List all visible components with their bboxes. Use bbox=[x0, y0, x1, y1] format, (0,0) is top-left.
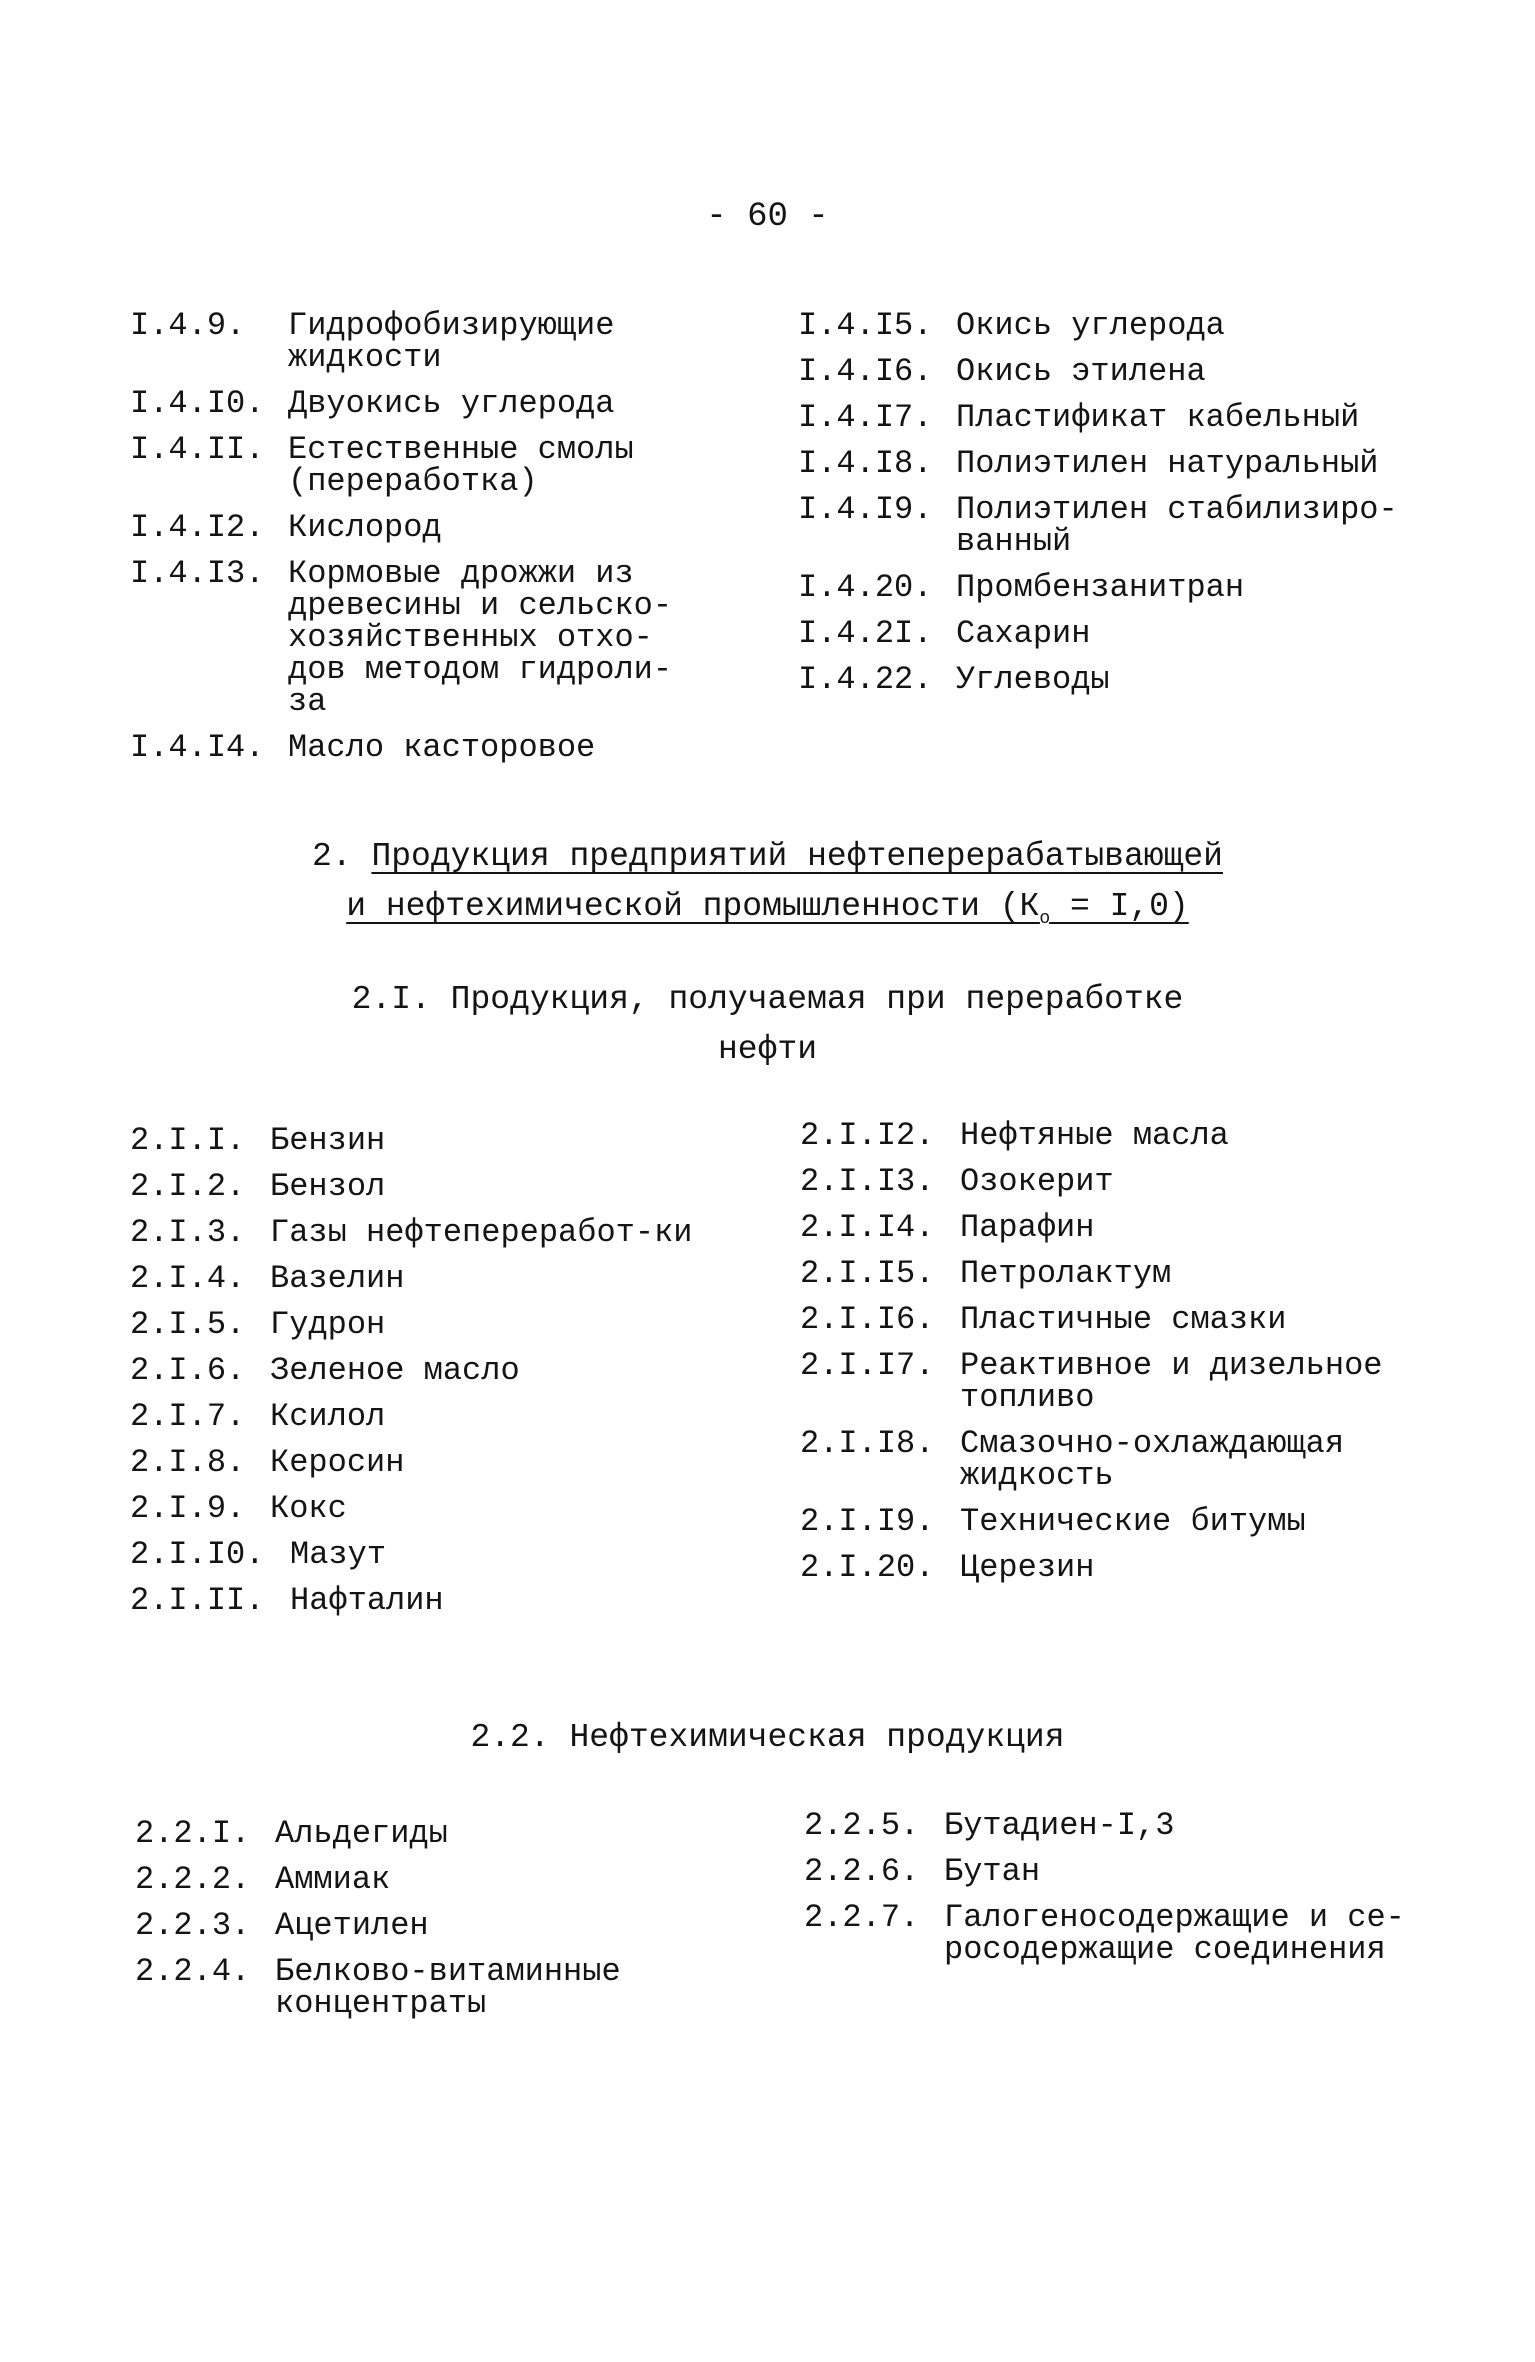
item-text: Мазут bbox=[290, 1536, 387, 1573]
list-item bbox=[798, 491, 1438, 560]
list-item bbox=[800, 1549, 1440, 1586]
item-number: 2.I.I5. bbox=[800, 1255, 935, 1292]
item-text: Полиэтилен натуральный bbox=[956, 445, 1379, 482]
item-number: 2.I.20. bbox=[800, 1549, 935, 1586]
item-text: Нафталин bbox=[290, 1582, 444, 1619]
list-item bbox=[800, 1163, 1440, 1200]
item-text: Пластификат кабельный bbox=[956, 399, 1360, 436]
item-text: Пластичные смазки bbox=[960, 1301, 1287, 1338]
list-item bbox=[130, 1444, 700, 1481]
item-number: 2.I.3. bbox=[130, 1214, 246, 1251]
list-item bbox=[800, 1425, 1440, 1494]
list-item bbox=[130, 1490, 700, 1527]
item-text: Озокерит bbox=[960, 1163, 1114, 1200]
list-item bbox=[798, 399, 1438, 436]
item-number: 2.2.2. bbox=[135, 1861, 251, 1898]
item-number: I.4.II. bbox=[130, 431, 265, 468]
item-number: I.4.2I. bbox=[798, 615, 933, 652]
item-number: 2.I.7. bbox=[130, 1398, 246, 1435]
item-text: Белково-витаминные концентраты bbox=[275, 1953, 621, 2022]
section-2-1-heading bbox=[0, 975, 1535, 1075]
item-number: 2.I.I8. bbox=[800, 1425, 935, 1462]
section-2-2-title: 2.2. Нефтехимическая продукция bbox=[470, 1719, 1065, 1756]
item-text: Нефтяные масла bbox=[960, 1117, 1229, 1154]
item-number: 2.I.I. bbox=[130, 1122, 246, 1159]
item-text: Петролактум bbox=[960, 1255, 1172, 1292]
list-item bbox=[130, 1214, 700, 1251]
list-item bbox=[798, 307, 1438, 344]
list-item bbox=[130, 1352, 700, 1389]
item-text: Ксилол bbox=[270, 1398, 386, 1435]
section-2-1-title-line1: 2.I. Продукция, получаемая при переработке bbox=[351, 981, 1184, 1018]
item-text: Газы нефтепереработ-ки bbox=[270, 1214, 693, 1251]
item-number: I.4.I8. bbox=[798, 445, 933, 482]
item-number: 2.I.5. bbox=[130, 1306, 246, 1343]
item-text: Церезин bbox=[960, 1549, 1095, 1586]
item-text: Кислород bbox=[288, 509, 442, 546]
list-item bbox=[130, 385, 700, 422]
item-number: I.4.I0. bbox=[130, 385, 265, 422]
section-2-heading bbox=[0, 832, 1535, 944]
list-2-1-right bbox=[800, 1117, 1440, 1598]
item-number: I.4.9. bbox=[130, 307, 246, 344]
item-number: 2.I.II. bbox=[130, 1582, 265, 1619]
list-item bbox=[804, 1899, 1444, 1968]
list-item bbox=[130, 1536, 700, 1573]
item-text: Углеводы bbox=[956, 661, 1110, 698]
list-item bbox=[130, 307, 700, 376]
item-number: 2.I.I4. bbox=[800, 1209, 935, 1246]
page-number: - 60 - bbox=[706, 198, 829, 236]
coefficient-subscript: о bbox=[1039, 909, 1051, 929]
item-number: I.4.I2. bbox=[130, 509, 265, 546]
item-number: I.4.I7. bbox=[798, 399, 933, 436]
item-number: 2.I.I2. bbox=[800, 1117, 935, 1154]
list-item bbox=[798, 353, 1438, 390]
item-number: 2.I.2. bbox=[130, 1168, 246, 1205]
list-2-2-right bbox=[804, 1807, 1444, 1980]
item-text: Кормовые дрожжи из древесины и сельско-хозяйственных отхо-дов методом гидроли-за bbox=[288, 555, 673, 720]
item-text: Смазочно-охлаждающая жидкость bbox=[960, 1425, 1345, 1494]
list-item bbox=[798, 661, 1438, 698]
list-1-4-right bbox=[798, 307, 1438, 710]
item-number: 2.2.4. bbox=[135, 1953, 251, 1990]
list-1-4-left bbox=[130, 307, 700, 778]
section-2-number: 2. bbox=[312, 838, 352, 875]
list-item bbox=[130, 1306, 700, 1343]
list-item bbox=[135, 1953, 695, 2022]
item-text: Парафин bbox=[960, 1209, 1095, 1246]
list-item bbox=[798, 445, 1438, 482]
item-number: I.4.I6. bbox=[798, 353, 933, 390]
item-number: 2.I.I9. bbox=[800, 1503, 935, 1540]
item-number: 2.2.I. bbox=[135, 1815, 251, 1852]
list-item bbox=[130, 509, 700, 546]
item-text: Естественные смолы (переработка) bbox=[288, 431, 634, 500]
list-item bbox=[800, 1503, 1440, 1540]
section-2-title-line1: Продукция предприятий нефтеперерабатывающей bbox=[371, 838, 1223, 875]
list-2-1-left bbox=[130, 1122, 700, 1631]
item-number: 2.2.3. bbox=[135, 1907, 251, 1944]
item-number: I.4.20. bbox=[798, 569, 933, 606]
item-text: Ацетилен bbox=[275, 1907, 429, 1944]
item-number: 2.I.I3. bbox=[800, 1163, 935, 1200]
item-text: Бутадиен-I,3 bbox=[944, 1807, 1175, 1844]
item-text: Промбензанитран bbox=[956, 569, 1245, 606]
list-item bbox=[800, 1209, 1440, 1246]
title-line2-text: и нефтехимической промышленности (К bbox=[346, 888, 1040, 925]
item-text: Керосин bbox=[270, 1444, 405, 1481]
list-item bbox=[130, 1260, 700, 1297]
list-item bbox=[130, 1582, 700, 1619]
item-number: I.4.I4. bbox=[130, 729, 265, 766]
item-number: I.4.I3. bbox=[130, 555, 265, 592]
item-text: Бутан bbox=[944, 1853, 1041, 1890]
item-text: Галогеносодержащие и се-росодержащие соединения bbox=[944, 1899, 1405, 1968]
item-number: I.4.I5. bbox=[798, 307, 933, 344]
title-line2-value: = I,0) bbox=[1050, 888, 1189, 925]
list-item bbox=[130, 1122, 700, 1159]
item-text: Альдегиды bbox=[275, 1815, 448, 1852]
item-text: Сахарин bbox=[956, 615, 1091, 652]
list-item bbox=[135, 1815, 695, 1852]
list-item bbox=[804, 1807, 1444, 1844]
item-number: 2.I.8. bbox=[130, 1444, 246, 1481]
item-text: Масло касторовое bbox=[288, 729, 596, 766]
list-item bbox=[130, 729, 700, 766]
item-number: 2.I.I0. bbox=[130, 1536, 265, 1573]
item-number: 2.I.6. bbox=[130, 1352, 246, 1389]
item-text: Аммиак bbox=[275, 1861, 391, 1898]
item-text: Технические битумы bbox=[960, 1503, 1306, 1540]
list-item bbox=[135, 1907, 695, 1944]
item-number: I.4.22. bbox=[798, 661, 933, 698]
item-number: I.4.I9. bbox=[798, 491, 933, 528]
list-item bbox=[130, 1398, 700, 1435]
item-number: 2.I.I6. bbox=[800, 1301, 935, 1338]
list-item bbox=[800, 1117, 1440, 1154]
item-text: Окись этилена bbox=[956, 353, 1206, 390]
list-item bbox=[800, 1255, 1440, 1292]
list-item bbox=[804, 1853, 1444, 1890]
item-number: 2.I.4. bbox=[130, 1260, 246, 1297]
item-text: Вазелин bbox=[270, 1260, 405, 1297]
list-item bbox=[800, 1347, 1440, 1416]
list-item bbox=[800, 1301, 1440, 1338]
item-text: Окись углерода bbox=[956, 307, 1225, 344]
item-text: Кокс bbox=[270, 1490, 347, 1527]
section-2-1-title-line2: нефти bbox=[717, 1031, 818, 1068]
item-text: Бензин bbox=[270, 1122, 386, 1159]
item-text: Бензол bbox=[270, 1168, 386, 1205]
item-text: Полиэтилен стабилизиро-ванный bbox=[956, 491, 1398, 560]
item-text: Двуокись углерода bbox=[288, 385, 615, 422]
item-number: 2.I.I7. bbox=[800, 1347, 935, 1384]
list-item bbox=[130, 1168, 700, 1205]
item-number: 2.2.6. bbox=[804, 1853, 920, 1890]
list-item bbox=[135, 1861, 695, 1898]
item-text: Гидрофобизирующие жидкости bbox=[288, 307, 615, 376]
list-item bbox=[130, 431, 700, 500]
section-2-title-line2 bbox=[0, 882, 1535, 944]
item-number: 2.2.7. bbox=[804, 1899, 920, 1936]
list-item bbox=[798, 615, 1438, 652]
list-2-2-left bbox=[135, 1815, 695, 2034]
item-number: 2.2.5. bbox=[804, 1807, 920, 1844]
list-item bbox=[130, 555, 700, 720]
list-item bbox=[798, 569, 1438, 606]
item-text: Зеленое масло bbox=[270, 1352, 520, 1389]
item-text: Реактивное и дизельное топливо bbox=[960, 1347, 1383, 1416]
item-text: Гудрон bbox=[270, 1306, 386, 1343]
section-2-2-heading bbox=[0, 1713, 1535, 1763]
item-number: 2.I.9. bbox=[130, 1490, 246, 1527]
